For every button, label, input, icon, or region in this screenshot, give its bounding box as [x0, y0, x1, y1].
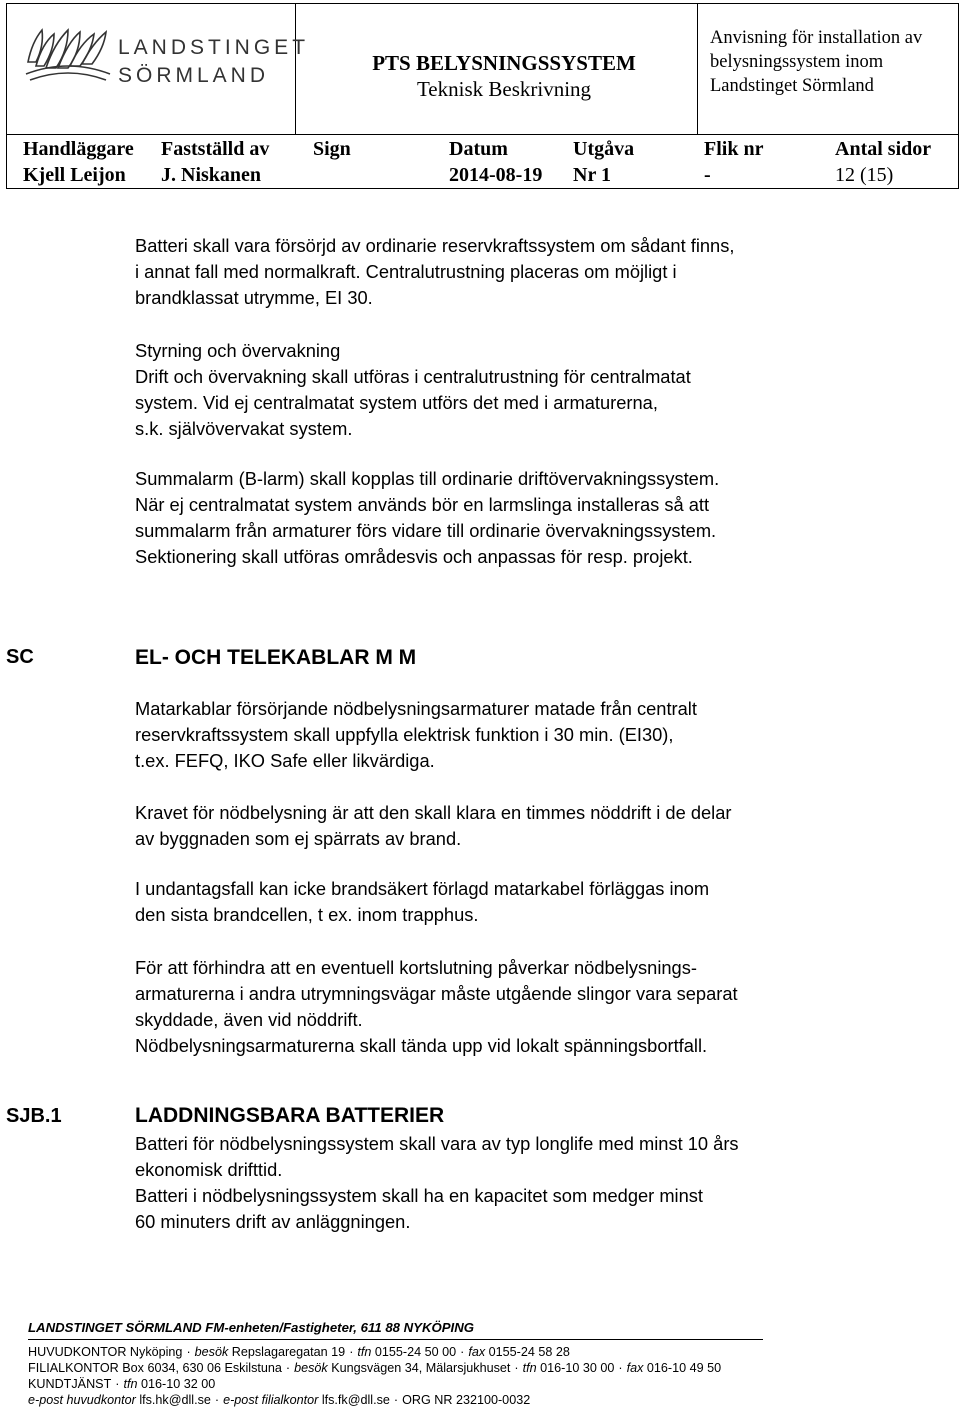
footer-text: 016-10 49 50 [646, 1361, 722, 1375]
datum-label: Datum [449, 138, 508, 160]
text-line: 60 minuters drift av anläggningen. [135, 1211, 411, 1232]
text-line: ekonomisk drifttid. [135, 1159, 283, 1180]
footer-text: 0155-24 50 00 [374, 1345, 457, 1359]
logo-name-line1: LANDSTINGET [118, 36, 310, 59]
text-line: i annat fall med normalkraft. Centralutrustning placeras om möjligt i [135, 261, 677, 282]
paragraph-emergency-requirement [135, 800, 731, 852]
text-line: den sista brandcellen, t ex. inom trapphus. [135, 904, 479, 925]
footer-label: tfn [522, 1361, 537, 1375]
section-title-sjb1: LADDNINGSBARA BATTERIER [135, 1104, 445, 1127]
footer-text: Kungsvägen 34, Mälarsjukhuset [331, 1361, 511, 1375]
utgava-value: Nr 1 [573, 164, 611, 186]
text-line: Sektionering skall utföras områdesvis och anpassas för resp. projekt. [135, 546, 693, 567]
section-code-sc: SC [6, 646, 34, 668]
sign-label: Sign [313, 138, 351, 160]
footer-label: besök [294, 1361, 328, 1375]
utgava-label: Utgåva [573, 138, 635, 160]
reference-line: Anvisning för installation av [710, 28, 923, 48]
paragraph-summary-alarm [135, 466, 719, 570]
text-line: Batteri för nödbelysningssystem skall vara av typ longlife med minst 10 års [135, 1133, 739, 1154]
antal-sidor-value: 12 (15) [835, 164, 894, 186]
footer-text: 0155-24 58 28 [488, 1345, 570, 1359]
paragraph-control-monitoring [135, 338, 691, 442]
text-line: brandklassat utrymme, EI 30. [135, 287, 373, 308]
paragraph-feeder-cables [135, 696, 697, 774]
footer-label: e-post huvudkontor [28, 1393, 136, 1407]
text-line: Summalarm (B-larm) skall kopplas till ordinarie driftövervakningssystem. [135, 468, 720, 489]
footer-label: tfn [357, 1345, 372, 1359]
text-line: Kravet för nödbelysning är att den skall klara en timmes nöddrift i de delar [135, 802, 732, 823]
paragraph-battery-supply [135, 233, 734, 311]
text-line: skyddade, även vid nöddrift. [135, 1009, 363, 1030]
footer-text: HUVUDKONTOR Nyköping [28, 1345, 183, 1359]
faststalld-value: J. Niskanen [161, 164, 262, 186]
footer-email: e-post huvudkontor lfs.hk@dll.se · e-post filialkontor lfs.fk@dll.se · ORG NR 232100-0032 [28, 1393, 531, 1407]
paragraph-short-circuit [135, 955, 738, 1059]
document-title: PTS BELYSNINGSSYSTEM [372, 51, 636, 75]
footer-text: FILIALKONTOR Box 6034, 630 06 Eskilstuna [28, 1361, 282, 1375]
footer-divider [28, 1339, 763, 1340]
flik-value: - [704, 164, 711, 186]
footer-text: Repslagaregatan 19 [231, 1345, 346, 1359]
footer-label: besök [194, 1345, 229, 1359]
footer-text: 016-10 30 00 [540, 1361, 615, 1375]
document-header [6, 3, 959, 189]
paragraph-rechargeable-batteries [135, 1131, 739, 1235]
section-code-sjb1: SJB.1 [6, 1105, 62, 1127]
text-line: system. Vid ej centralmatat system utförs det med i armaturerna, [135, 392, 658, 413]
document-subtitle: Teknisk Beskrivning [416, 77, 592, 101]
text-line: Batteri i nödbelysningssystem skall ha en kapacitet som medger minst [135, 1185, 703, 1206]
footer-label: fax [626, 1361, 644, 1375]
text-line: Nödbelysningsarmaturerna skall tända upp vid lokalt spänningsbortfall. [135, 1035, 708, 1056]
footer-branch-office: FILIALKONTOR Box 6034, 630 06 Eskilstuna · besök Kungsvägen 34, Mälarsjukhuset · tfn 016-10 30 00 · fax 016-10 49 50 [28, 1361, 722, 1375]
faststalld-label: Fastställd av [161, 138, 270, 160]
text-line: t.ex. FEFQ, IKO Safe eller likvärdiga. [135, 750, 435, 771]
org-number: ORG NR 232100-0032 [402, 1393, 531, 1407]
subheading: Styrning och övervakning [135, 340, 341, 361]
text-line: När ej centralmatat system används bör en larmslinga installeras så att [135, 494, 710, 515]
text-line: I undantagsfall kan icke brandsäkert förlagd matarkabel förläggas inom [135, 878, 710, 899]
logo-name-line2: SÖRMLAND [118, 64, 270, 87]
email-main-office: lfs.hk@dll.se [139, 1393, 211, 1407]
text-line: av byggnaden som ej spärrats av brand. [135, 828, 462, 849]
text-line: För att förhindra att en eventuell kortslutning påverkar nödbelysnings- [135, 957, 697, 978]
datum-value: 2014-08-19 [449, 164, 543, 186]
section-title-sc: EL- OCH TELEKABLAR M M [135, 646, 417, 669]
text-line: summalarm från armaturer förs vidare till ordinarie övervakningssystem. [135, 520, 717, 541]
text-line: Batteri skall vara försörjd av ordinarie reservkraftssystem om sådant finns, [135, 235, 735, 256]
email-branch-office: lfs.fk@dll.se [321, 1393, 390, 1407]
footer-label: fax [468, 1345, 486, 1359]
footer-main-office: HUVUDKONTOR Nyköping · besök Repslagaregatan 19 · tfn 0155-24 50 00 · fax 0155-24 58 28 [28, 1345, 570, 1359]
text-line: Matarkablar försörjande nödbelysningsarmaturer matade från centralt [135, 698, 697, 719]
flik-label: Flik nr [704, 138, 764, 160]
footer-customer-service: KUNDTJÄNST · tfn 016-10 32 00 [28, 1377, 216, 1391]
header-divider [7, 134, 958, 135]
handlaggare-value: Kjell Leijon [23, 164, 126, 186]
text-line: armaturerna i andra utrymningsvägar måste utgående slingor vara separat [135, 983, 738, 1004]
footer-text: 016-10 32 00 [140, 1377, 216, 1391]
reference-line: Landstinget Sörmland [710, 76, 874, 96]
handlaggare-label: Handläggare [23, 138, 134, 160]
document-reference [710, 26, 922, 98]
paragraph-exception [135, 876, 709, 928]
footer-organization: LANDSTINGET SÖRMLAND FM-enheten/Fastigheter, 611 88 NYKÖPING [28, 1320, 474, 1335]
footer-label: e-post filialkontor [223, 1393, 319, 1407]
organization-logo [22, 22, 310, 87]
reference-line: belysningssystem inom [710, 52, 884, 72]
footer-label: tfn [123, 1377, 138, 1391]
crown-laurel-logo-icon [22, 22, 114, 86]
antal-sidor-label: Antal sidor [835, 138, 932, 160]
text-line: Drift och övervakning skall utföras i centralutrustning för centralmatat [135, 366, 691, 387]
text-line: reservkraftssystem skall uppfylla elektrisk funktion i 30 min. (EI30), [135, 724, 674, 745]
text-line: s.k. självövervakat system. [135, 418, 353, 439]
footer-text: KUNDTJÄNST [28, 1377, 112, 1391]
